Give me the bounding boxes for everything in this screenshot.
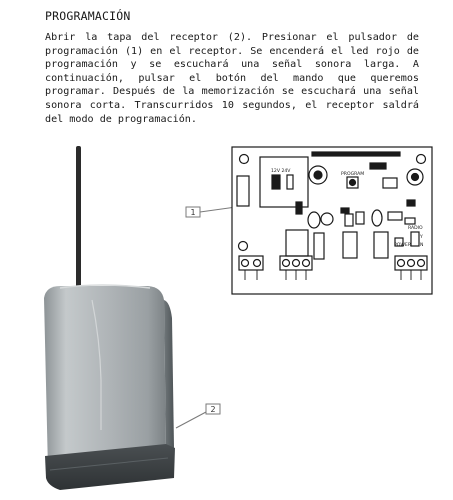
circuit-board: [232, 147, 432, 294]
antenna: [72, 146, 85, 298]
y-label: Y: [420, 235, 423, 240]
radio-label: RADIO: [408, 226, 423, 231]
callout-2: [176, 404, 220, 428]
callout-1-label: 1: [190, 208, 196, 217]
page-title: PROGRAMACIÓN: [45, 9, 131, 23]
n-label: N: [420, 243, 424, 248]
instruction-paragraph: Abrir la tapa del receptor (2). Presionar el pulsador de programación (1) en el receptor. Se encenderá el led rojo de programación y se escuchará una señal sonora larga. A continuación, pulsar el botón del mando que queremos programar. Después de la memorización se escuchará una señal sonora corta. Transcurridos 10 segundos, el receptor saldrá del modo de programación.: [45, 32, 419, 125]
voltage-label: 12V 24V: [271, 169, 291, 174]
program-label: PROGRAM: [341, 172, 365, 177]
callout-2-label: 2: [210, 405, 216, 414]
power-label: POWER: [394, 243, 412, 248]
receiver-housing: [44, 285, 174, 470]
